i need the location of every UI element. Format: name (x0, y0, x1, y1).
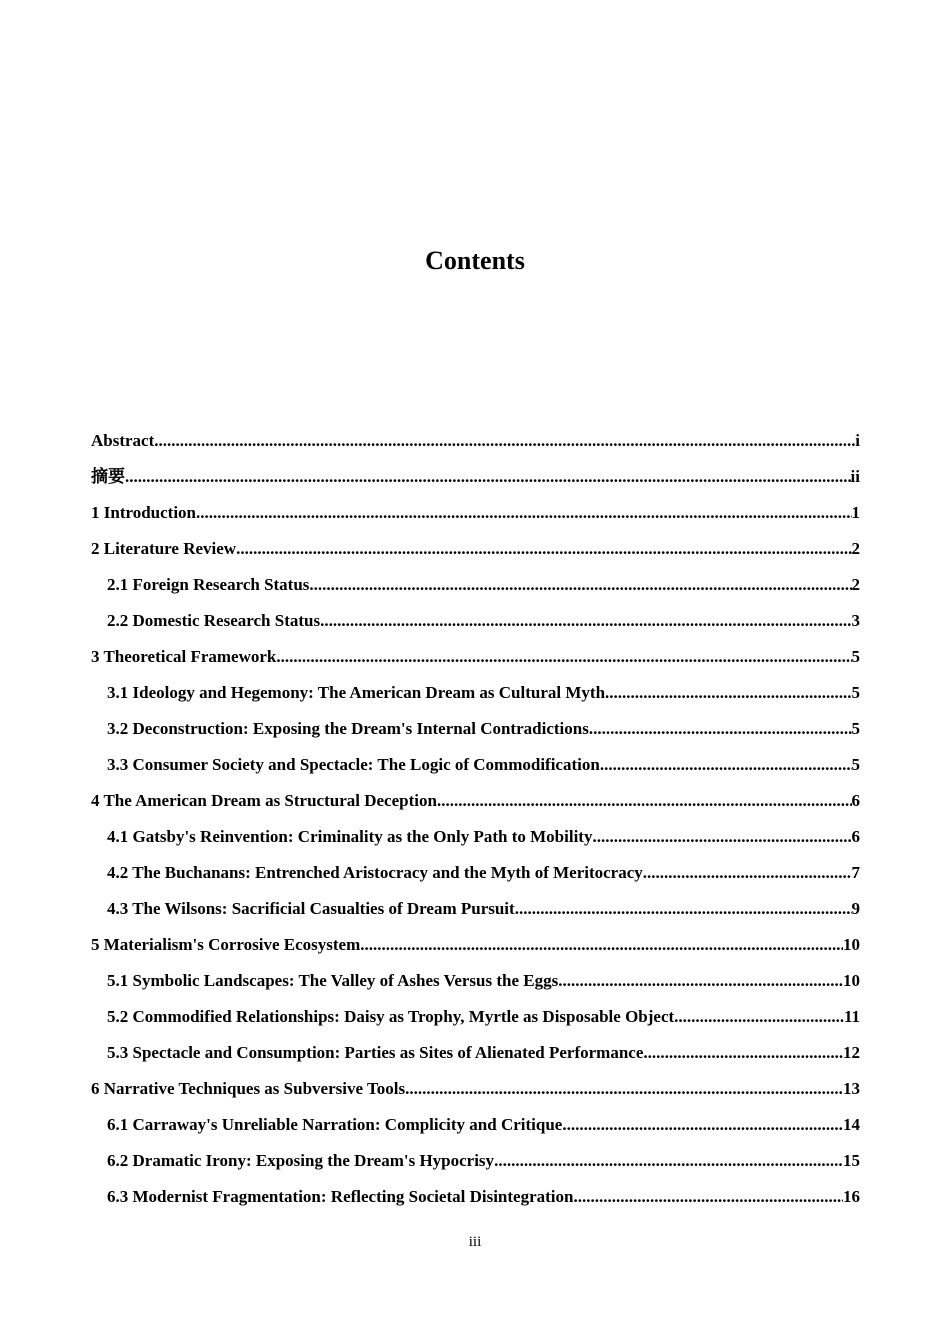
toc-dot-leader (589, 711, 852, 747)
toc-dot-leader (643, 855, 852, 891)
toc-entry-page: 13 (843, 1079, 860, 1098)
toc-entry[interactable] (91, 531, 860, 567)
toc-entry-page: 5 (851, 755, 860, 774)
toc-entry-label: 4.2 The Buchanans: Entrenched Aristocracy and the Myth of Meritocracy (107, 863, 643, 882)
toc-entry-label: 2 Literature Review (91, 539, 237, 558)
toc-entry-label: 1 Introduction (91, 503, 197, 522)
toc-dot-leader (196, 495, 851, 531)
toc-entry-page: ii (850, 467, 860, 486)
toc-entry[interactable] (91, 567, 860, 603)
toc-entry-label: 3.3 Consumer Society and Spectacle: The Logic of Commodification (107, 755, 600, 774)
toc-entry[interactable] (91, 639, 860, 675)
toc-entry-label: 5.2 Commodified Relationships: Daisy as Trophy, Myrtle as Disposable Object (107, 1007, 675, 1026)
toc-entry-label: 4 The American Dream as Structural Deception (91, 791, 437, 810)
toc-entry[interactable] (91, 963, 860, 999)
toc-entry-label: 5.3 Spectacle and Consumption: Parties as Sites of Alienated Performance (107, 1043, 644, 1062)
toc-entry-label: 5.1 Symbolic Landscapes: The Valley of Ashes Versus the Eggs (107, 971, 559, 990)
toc-entry-label: 2.1 Foreign Research Status (107, 575, 310, 594)
toc-entry-page: 11 (843, 1007, 860, 1026)
toc-entry-page: 14 (843, 1115, 860, 1134)
toc-dot-leader (600, 747, 852, 783)
toc-entry-page: 10 (843, 971, 860, 990)
toc-dot-leader (154, 423, 855, 459)
toc-entry-label: 6 Narrative Techniques as Subversive Tools (91, 1079, 406, 1098)
toc-dot-leader (674, 999, 844, 1035)
toc-entry[interactable] (91, 1143, 860, 1179)
toc-entry[interactable] (91, 1035, 860, 1071)
table-of-contents (91, 423, 860, 1215)
toc-entry-page: 5 (851, 719, 860, 738)
toc-dot-leader (562, 1107, 843, 1143)
toc-entry-page: 5 (851, 683, 860, 702)
toc-entry-page: 5 (851, 647, 860, 666)
toc-dot-leader (309, 567, 851, 603)
toc-entry-label: 6.2 Dramatic Irony: Exposing the Dream's Hypocrisy (107, 1151, 495, 1170)
toc-entry[interactable] (91, 711, 860, 747)
toc-entry-page: 10 (843, 935, 860, 954)
toc-entry[interactable] (91, 459, 860, 495)
toc-entry-page: 15 (843, 1151, 860, 1170)
toc-entry[interactable] (91, 927, 860, 963)
toc-entry-page: 2 (851, 575, 860, 594)
toc-entry[interactable] (91, 1179, 860, 1215)
toc-entry-label: 6.3 Modernist Fragmentation: Reflecting Societal Disintegration (107, 1187, 574, 1206)
toc-entry-label: 3 Theoretical Framework (91, 647, 277, 666)
toc-entry-page: 16 (843, 1187, 860, 1206)
toc-entry-page: 6 (851, 791, 860, 810)
toc-dot-leader (125, 459, 851, 495)
toc-entry[interactable] (91, 675, 860, 711)
toc-entry[interactable] (91, 855, 860, 891)
toc-entry-label: 3.2 Deconstruction: Exposing the Dream's Internal Contradictions (107, 719, 589, 738)
toc-entry-label: 4.3 The Wilsons: Sacrificial Casualties of Dream Pursuit (107, 899, 515, 918)
toc-dot-leader (320, 603, 851, 639)
toc-dot-leader (236, 531, 851, 567)
toc-entry-label: 摘要 (91, 467, 125, 486)
toc-entry[interactable] (91, 495, 860, 531)
toc-dot-leader (643, 1035, 843, 1071)
toc-entry-page: 1 (851, 503, 860, 522)
page-title: Contents (425, 246, 525, 275)
toc-entry[interactable] (91, 783, 860, 819)
toc-entry-page: 2 (851, 539, 860, 558)
toc-entry-page: 6 (851, 827, 860, 846)
toc-entry[interactable] (91, 999, 860, 1035)
toc-dot-leader (558, 963, 843, 999)
toc-entry-page: i (855, 431, 860, 450)
toc-dot-leader (494, 1143, 843, 1179)
toc-entry-label: 6.1 Carraway's Unreliable Narration: Complicity and Critique (107, 1115, 563, 1134)
toc-entry-label: 5 Materialism's Corrosive Ecosystem (91, 935, 361, 954)
toc-entry[interactable] (91, 819, 860, 855)
toc-entry[interactable] (91, 1071, 860, 1107)
toc-dot-leader (437, 783, 852, 819)
toc-entry[interactable] (91, 891, 860, 927)
toc-entry[interactable] (91, 603, 860, 639)
toc-dot-leader (592, 819, 851, 855)
page-number: iii (468, 1234, 482, 1250)
toc-dot-leader (573, 1179, 843, 1215)
toc-dot-leader (515, 891, 852, 927)
toc-entry[interactable] (91, 1107, 860, 1143)
toc-entry[interactable] (91, 423, 860, 459)
toc-entry-page: 9 (851, 899, 860, 918)
toc-entry-label: 3.1 Ideology and Hegemony: The American Dream as Cultural Myth (107, 683, 606, 702)
toc-entry-page: 12 (843, 1043, 860, 1062)
toc-dot-leader (276, 639, 851, 675)
toc-entry-page: 7 (851, 863, 860, 882)
toc-entry[interactable] (91, 747, 860, 783)
toc-entry-label: 4.1 Gatsby's Reinvention: Criminality as the Only Path to Mobility (107, 827, 593, 846)
toc-entry-page: 3 (851, 611, 860, 630)
toc-dot-leader (605, 675, 851, 711)
toc-entry-label: 2.2 Domestic Research Status (107, 611, 321, 630)
toc-dot-leader (405, 1071, 843, 1107)
toc-entry-label: Abstract (91, 431, 155, 450)
toc-dot-leader (360, 927, 843, 963)
